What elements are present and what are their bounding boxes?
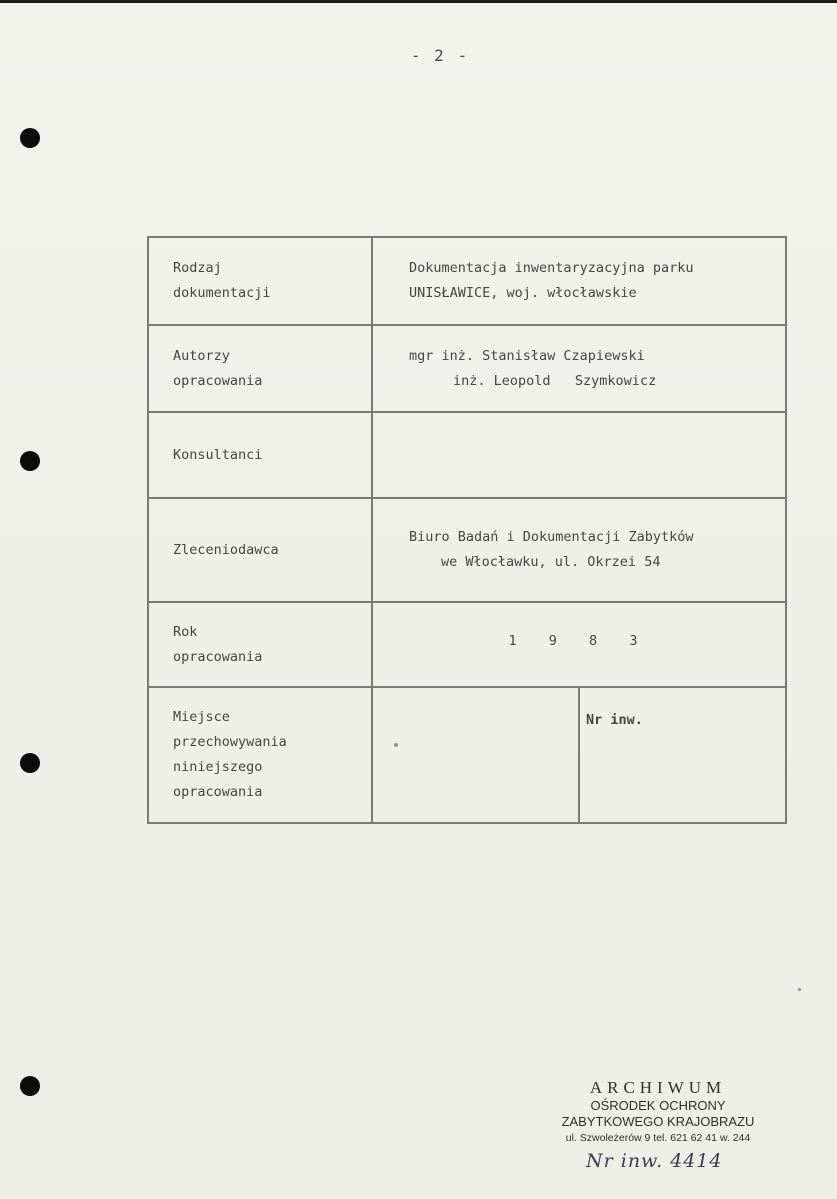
stamp-address: ul. Szwoleżerów 9 tel. 621 62 41 w. 244 xyxy=(565,1132,751,1144)
value-line: Dokumentacja inwentaryzacyjna parku xyxy=(409,260,694,276)
label-client xyxy=(148,498,372,602)
value-line: inż. Leopold Szymkowicz xyxy=(453,372,657,389)
punch-hole xyxy=(20,451,40,471)
scan-top-edge xyxy=(0,0,837,3)
value-client xyxy=(372,498,786,602)
value-storage-location xyxy=(372,687,579,823)
table-row xyxy=(148,687,786,823)
table-row xyxy=(148,412,786,498)
table-row xyxy=(148,325,786,412)
label-line: Konsultanci xyxy=(173,446,263,463)
value-line: Biuro Badań i Dokumentacji Zabytków xyxy=(409,529,694,545)
stamp-line-1: OŚRODEK OCHRONY xyxy=(590,1098,726,1113)
table-row xyxy=(148,237,786,325)
value-line: mgr inż. Stanisław Czapiewski xyxy=(409,347,645,364)
value-consultants xyxy=(372,412,786,498)
value-document-type xyxy=(372,237,786,325)
label-line: przechowywania xyxy=(173,734,287,750)
paper-speck xyxy=(394,743,398,747)
year-value: 1 9 8 3 xyxy=(508,633,650,649)
stamp-archive-title: ARCHIWUM xyxy=(589,1078,727,1097)
value-authors xyxy=(372,325,786,412)
value-year xyxy=(372,602,786,687)
label-line: Autorzy xyxy=(173,347,230,364)
paper-speck xyxy=(798,988,801,991)
label-storage-location xyxy=(148,687,372,823)
handwritten-inventory-note: Nr inw. 4414 xyxy=(586,1150,723,1172)
punch-hole xyxy=(20,1076,40,1096)
label-line: opracowania xyxy=(173,372,263,389)
punch-hole xyxy=(20,753,40,773)
punch-hole xyxy=(20,128,40,148)
label-document-type xyxy=(148,237,372,325)
table-row xyxy=(148,602,786,687)
label-line: Miejsce xyxy=(173,709,230,725)
inventory-number-label: Nr inw. xyxy=(586,712,643,728)
label-line: opracowania xyxy=(173,648,263,665)
page-number: - 2 - xyxy=(410,46,470,65)
label-line: Rok xyxy=(173,623,198,640)
label-line: opracowania xyxy=(173,784,263,800)
label-line: Zleceniodawca xyxy=(173,541,279,558)
table-row xyxy=(148,498,786,602)
stamp-line-2: ZABYTKOWEGO KRAJOBRAZU xyxy=(561,1114,755,1129)
label-line: niniejszego xyxy=(173,759,263,775)
inventory-number-cell xyxy=(579,687,786,823)
label-consultants xyxy=(148,412,372,498)
value-line: we Włocławku, ul. Okrzei 54 xyxy=(441,554,661,570)
label-year xyxy=(148,602,372,687)
archive-stamp xyxy=(548,1078,768,1145)
documentation-card-table xyxy=(147,236,787,824)
label-line: Rodzaj xyxy=(173,260,222,276)
label-line: dokumentacji xyxy=(173,285,271,301)
value-line: UNISŁAWICE, woj. włocławskie xyxy=(409,285,637,301)
label-authors xyxy=(148,325,372,412)
